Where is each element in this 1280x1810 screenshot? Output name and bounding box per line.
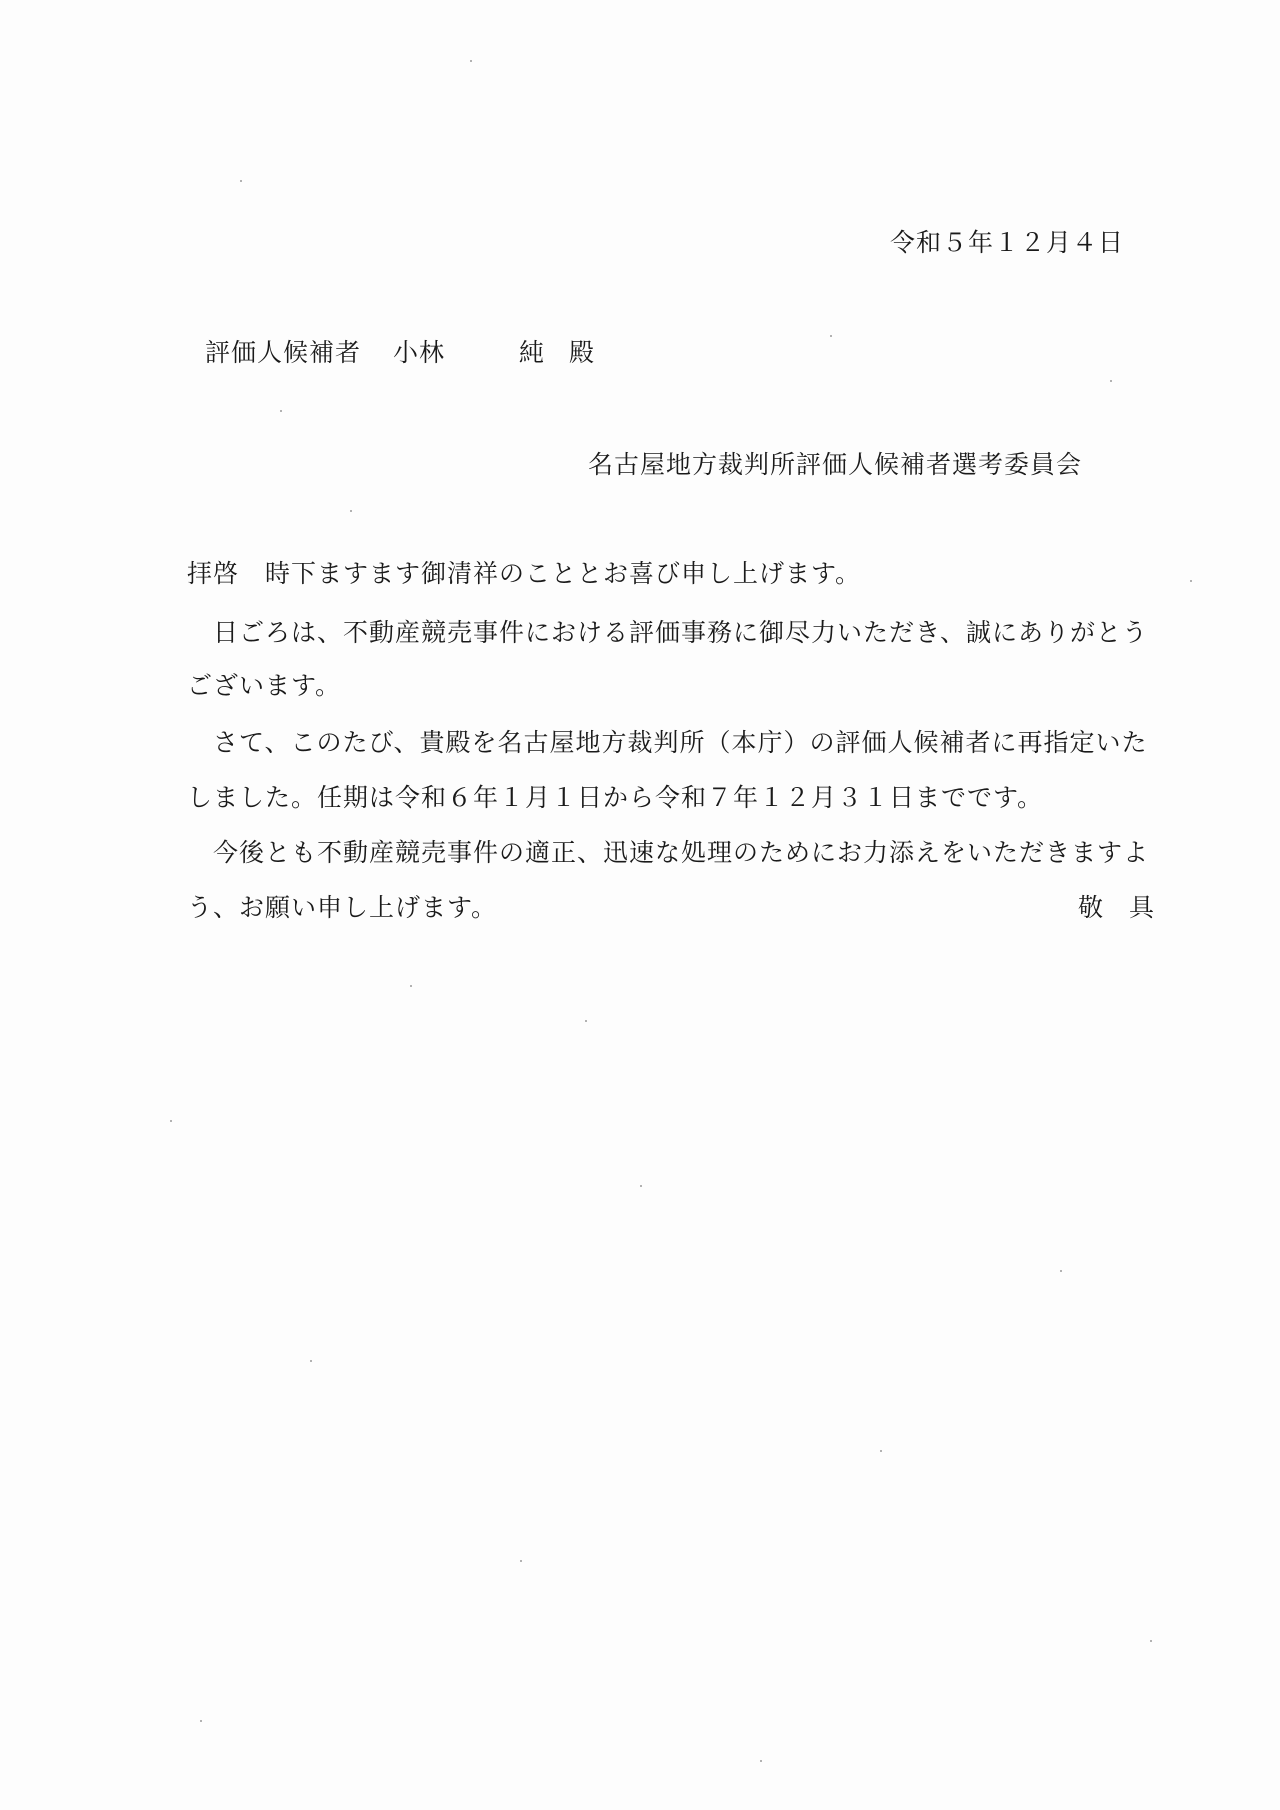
body-line: う、お願い申し上げます。 bbox=[187, 893, 498, 922]
body-line: 今後とも不動産競売事件の適正、迅速な処理のためにお力添えをいただきますよ bbox=[187, 838, 1150, 867]
addressee-line bbox=[205, 335, 595, 371]
addressee-role: 評価人候補者 bbox=[205, 338, 362, 367]
scan-speck bbox=[880, 1450, 882, 1452]
body-line: しました。任期は令和６年１月１日から令和７年１２月３１日までです。 bbox=[187, 783, 1044, 812]
body-line: ございます。 bbox=[187, 671, 342, 700]
scan-speck bbox=[410, 985, 412, 987]
scan-speck bbox=[520, 1560, 522, 1562]
scan-speck bbox=[830, 335, 832, 337]
scan-speck bbox=[240, 180, 242, 182]
sender-name: 名古屋地方裁判所評価人候補者選考委員会 bbox=[588, 450, 1083, 479]
scan-speck bbox=[1190, 580, 1192, 582]
scan-speck bbox=[585, 1020, 587, 1022]
scan-speck bbox=[170, 1120, 172, 1122]
letter-date: 令和５年１２月４日 bbox=[890, 228, 1125, 257]
scan-speck bbox=[1060, 1270, 1062, 1272]
addressee-honorific: 殿 bbox=[569, 338, 596, 367]
closing-remark: 敬具 bbox=[1078, 893, 1181, 922]
body-line: 拝啓 時下ますます御清祥のこととお喜び申し上げます。 bbox=[187, 559, 862, 588]
scan-speck bbox=[470, 60, 472, 62]
scan-speck bbox=[310, 1360, 312, 1362]
addressee-family-name: 小林 bbox=[393, 338, 446, 367]
scan-speck bbox=[200, 1720, 202, 1722]
scan-speck bbox=[280, 410, 282, 412]
scan-speck bbox=[640, 1185, 642, 1187]
scan-speck bbox=[1150, 1640, 1152, 1642]
body-line: さて、このたび、貴殿を名古屋地方裁判所（本庁）の評価人候補者に再指定いた bbox=[187, 728, 1148, 757]
body-line: 日ごろは、不動産競売事件における評価事務に御尽力いただき、誠にありがとう bbox=[187, 618, 1149, 647]
scan-speck bbox=[350, 510, 352, 512]
scan-speck bbox=[1110, 380, 1112, 382]
scan-speck bbox=[760, 1760, 762, 1762]
addressee-given-name: 純 bbox=[519, 338, 546, 367]
